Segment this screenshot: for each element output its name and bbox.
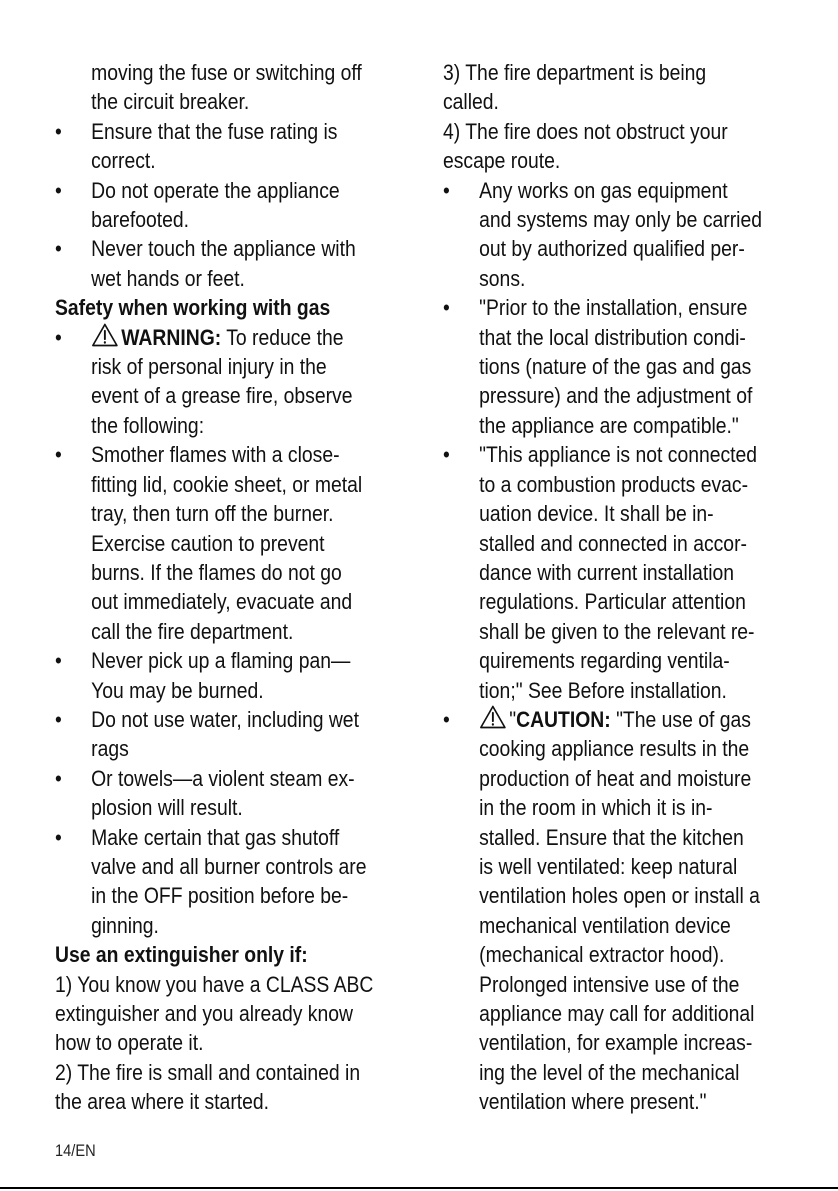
caution-text: "The use of gas — [610, 706, 751, 732]
warning-triangle-icon — [91, 323, 119, 347]
text-line: quirements regarding ventila- — [479, 648, 730, 674]
grease-fire-list — [55, 440, 389, 940]
caution-item — [443, 705, 783, 1117]
text-line: sons. — [479, 265, 526, 291]
text-line: the appliance are compatible." — [479, 412, 739, 438]
extinguisher-conditions-continued — [443, 58, 783, 176]
text-line: ginning. — [91, 912, 159, 938]
text-line: in the OFF position before be- — [91, 883, 349, 909]
list-item — [443, 440, 783, 705]
text-line: the circuit breaker. — [91, 89, 250, 115]
text-line: wet hands or feet. — [91, 265, 245, 291]
warning-item — [55, 323, 389, 441]
bullet: • — [55, 824, 62, 850]
section-heading-extinguisher: Use an extinguisher only if: — [55, 942, 308, 968]
text-line: (mechanical extractor hood). — [479, 942, 725, 968]
text-line: event of a grease fire, observe — [91, 383, 353, 409]
text-line: moving the fuse or switching off — [91, 60, 362, 85]
extinguisher-conditions — [55, 970, 389, 1117]
text-line: "This appliance is not connected — [479, 442, 758, 468]
text-line: ventilation holes open or install a — [479, 883, 760, 909]
right-column — [443, 58, 783, 1117]
bullet: • — [443, 177, 450, 203]
text-line: appliance may call for additional — [479, 1001, 755, 1026]
bullet: • — [55, 118, 62, 144]
text-line: Prolonged intensive use of the — [479, 971, 740, 997]
continued-paragraph — [55, 58, 389, 117]
text-line: 2) The fire is small and contained in — [55, 1059, 361, 1085]
gas-installation-list — [443, 176, 783, 705]
text-line: Or towels—a violent steam ex- — [91, 765, 355, 791]
text-line: pressure) and the adjustment of — [479, 383, 753, 409]
bottom-rule — [0, 1187, 838, 1189]
text-line: that the local distribution condi- — [479, 324, 746, 350]
text-line: fitting lid, cookie sheet, or metal — [91, 471, 363, 497]
bullet: • — [55, 177, 62, 203]
text-line: Do not operate the appliance — [91, 177, 340, 203]
list-item — [55, 176, 389, 235]
text-line: extinguisher and you already know — [55, 1001, 353, 1026]
text-line: mechanical ventilation device — [479, 912, 731, 938]
text-line: called. — [443, 89, 499, 115]
bullet: • — [55, 324, 62, 350]
text-line: and systems may only be carried — [479, 207, 762, 233]
text-line: tions (nature of the gas and gas — [479, 354, 752, 380]
text-line: Never pick up a flaming pan— — [91, 648, 351, 674]
caution-first-line — [479, 705, 783, 734]
list-item — [443, 176, 783, 294]
text-line: 3) The fire department is being — [443, 60, 707, 85]
page-number: 14/EN — [55, 1141, 96, 1160]
text-line: regulations. Particular attention — [479, 589, 746, 615]
text-line: escape route. — [443, 148, 561, 174]
text-line: Ensure that the fuse rating is — [91, 118, 338, 144]
bullet: • — [55, 706, 62, 732]
text-line: plosion will result. — [91, 795, 243, 821]
text-line: tray, then turn off the burner. — [91, 501, 334, 527]
electrical-safety-list — [55, 117, 389, 293]
text-line: burns. If the flames do not go — [91, 559, 342, 585]
bullet: • — [443, 706, 450, 732]
text-line: how to operate it. — [55, 1030, 204, 1056]
text-line: ventilation where present." — [479, 1089, 707, 1115]
text-line: out by authorized qualified per- — [479, 236, 745, 262]
list-item — [55, 705, 389, 764]
text-line: stalled. Ensure that the kitchen — [479, 824, 744, 850]
text-line: dance with current installation — [479, 559, 735, 585]
text-line: ventilation, for example increas- — [479, 1030, 753, 1056]
warning-label: WARNING: — [121, 324, 222, 350]
bullet: • — [443, 442, 450, 468]
text-line: Smother flames with a close- — [91, 442, 340, 468]
bullet: • — [55, 236, 62, 262]
list-item — [55, 440, 389, 646]
text-line: cooking appliance results in the — [479, 736, 750, 762]
list-item — [443, 293, 783, 440]
caution-quote: " — [509, 706, 517, 732]
text-line: valve and all burner controls are — [91, 853, 367, 879]
text-line: 1) You know you have a CLASS ABC — [55, 971, 374, 997]
text-line: Any works on gas equipment — [479, 177, 728, 203]
text-line: risk of personal injury in the — [91, 354, 327, 380]
text-line: tion;" See Before installation. — [479, 677, 727, 703]
left-column — [55, 58, 389, 1117]
text-line: Do not use water, including wet — [91, 706, 359, 732]
text-line: the following: — [91, 412, 205, 438]
text-line: in the room in which it is in- — [479, 795, 713, 821]
bullet: • — [55, 765, 62, 791]
text-line: "Prior to the installation, ensure — [479, 295, 748, 321]
text-line: Never touch the appliance with — [91, 236, 356, 262]
text-line: Make certain that gas shutoff — [91, 824, 340, 850]
section-heading-gas-safety: Safety when working with gas — [55, 295, 331, 321]
warning-first-line — [91, 323, 389, 352]
list-item — [55, 764, 389, 823]
warning-triangle-icon — [479, 705, 507, 729]
caution-text-lines — [479, 734, 783, 1116]
text-line: uation device. It shall be in- — [479, 501, 714, 527]
text-line: rags — [91, 736, 129, 762]
list-item — [55, 823, 389, 941]
list-item — [55, 234, 389, 293]
warning-text: To reduce the — [221, 324, 344, 350]
text-line: to a combustion products evac- — [479, 471, 749, 497]
text-line: call the fire department. — [91, 618, 294, 644]
bullet: • — [443, 295, 450, 321]
text-line: shall be given to the relevant re- — [479, 618, 755, 644]
warning-text-lines — [91, 352, 389, 440]
list-item — [55, 117, 389, 176]
text-line: ing the level of the mechanical — [479, 1059, 740, 1085]
text-line: is well ventilated: keep natural — [479, 853, 738, 879]
list-item — [55, 646, 389, 705]
bullet: • — [55, 442, 62, 468]
text-line: production of heat and moisture — [479, 765, 752, 791]
text-line: barefooted. — [91, 207, 190, 233]
text-line: correct. — [91, 148, 156, 174]
text-line: Exercise caution to prevent — [91, 530, 325, 556]
text-line: You may be burned. — [91, 677, 264, 703]
text-line: out immediately, evacuate and — [91, 589, 353, 615]
text-line: stalled and connected in accor- — [479, 530, 747, 556]
bullet: • — [55, 648, 62, 674]
text-line: the area where it started. — [55, 1089, 270, 1115]
caution-label: CAUTION: — [516, 706, 611, 732]
text-line: 4) The fire does not obstruct your — [443, 118, 728, 144]
